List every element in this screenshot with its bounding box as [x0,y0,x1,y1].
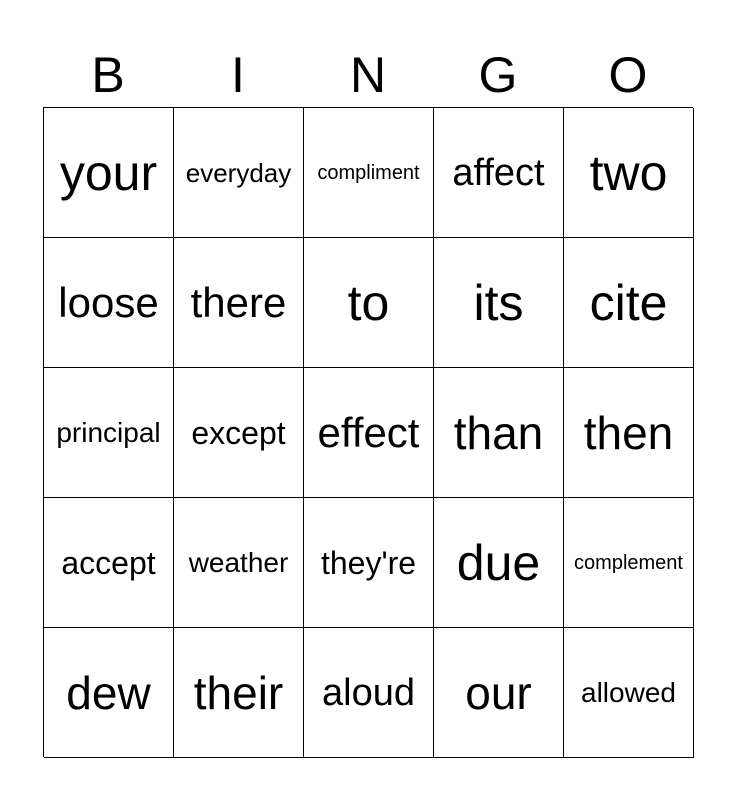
bingo-cell[interactable]: then [564,368,694,498]
bingo-cell[interactable]: allowed [564,628,694,758]
bingo-header [43,44,693,106]
header-letter-b: B [91,47,125,103]
header-letter-o: O [608,47,648,103]
bingo-cell[interactable]: two [564,108,694,238]
bingo-board [43,107,693,757]
bingo-cell[interactable]: dew [44,628,174,758]
bingo-cell[interactable]: your [44,108,174,238]
bingo-cell[interactable]: principal [44,368,174,498]
bingo-cell[interactable]: than [434,368,564,498]
bingo-cell[interactable]: effect [304,368,434,498]
bingo-cell[interactable]: its [434,238,564,368]
bingo-cell[interactable]: everyday [174,108,304,238]
bingo-cell[interactable]: there [174,238,304,368]
bingo-cell[interactable]: loose [44,238,174,368]
bingo-cell[interactable]: affect [434,108,564,238]
bingo-cell[interactable]: to [304,238,434,368]
bingo-cell[interactable]: their [174,628,304,758]
bingo-cell[interactable]: weather [174,498,304,628]
bingo-cell[interactable]: cite [564,238,694,368]
bingo-cell[interactable]: they're [304,498,434,628]
bingo-cell[interactable]: aloud [304,628,434,758]
bingo-cell[interactable]: accept [44,498,174,628]
bingo-cell[interactable]: complement [564,498,694,628]
header-letter-i: I [231,47,245,103]
bingo-cell[interactable]: except [174,368,304,498]
bingo-cell[interactable]: compliment [304,108,434,238]
bingo-cell[interactable]: due [434,498,564,628]
bingo-cell[interactable]: our [434,628,564,758]
header-letter-n: N [349,47,387,103]
header-letter-g: G [478,47,518,103]
